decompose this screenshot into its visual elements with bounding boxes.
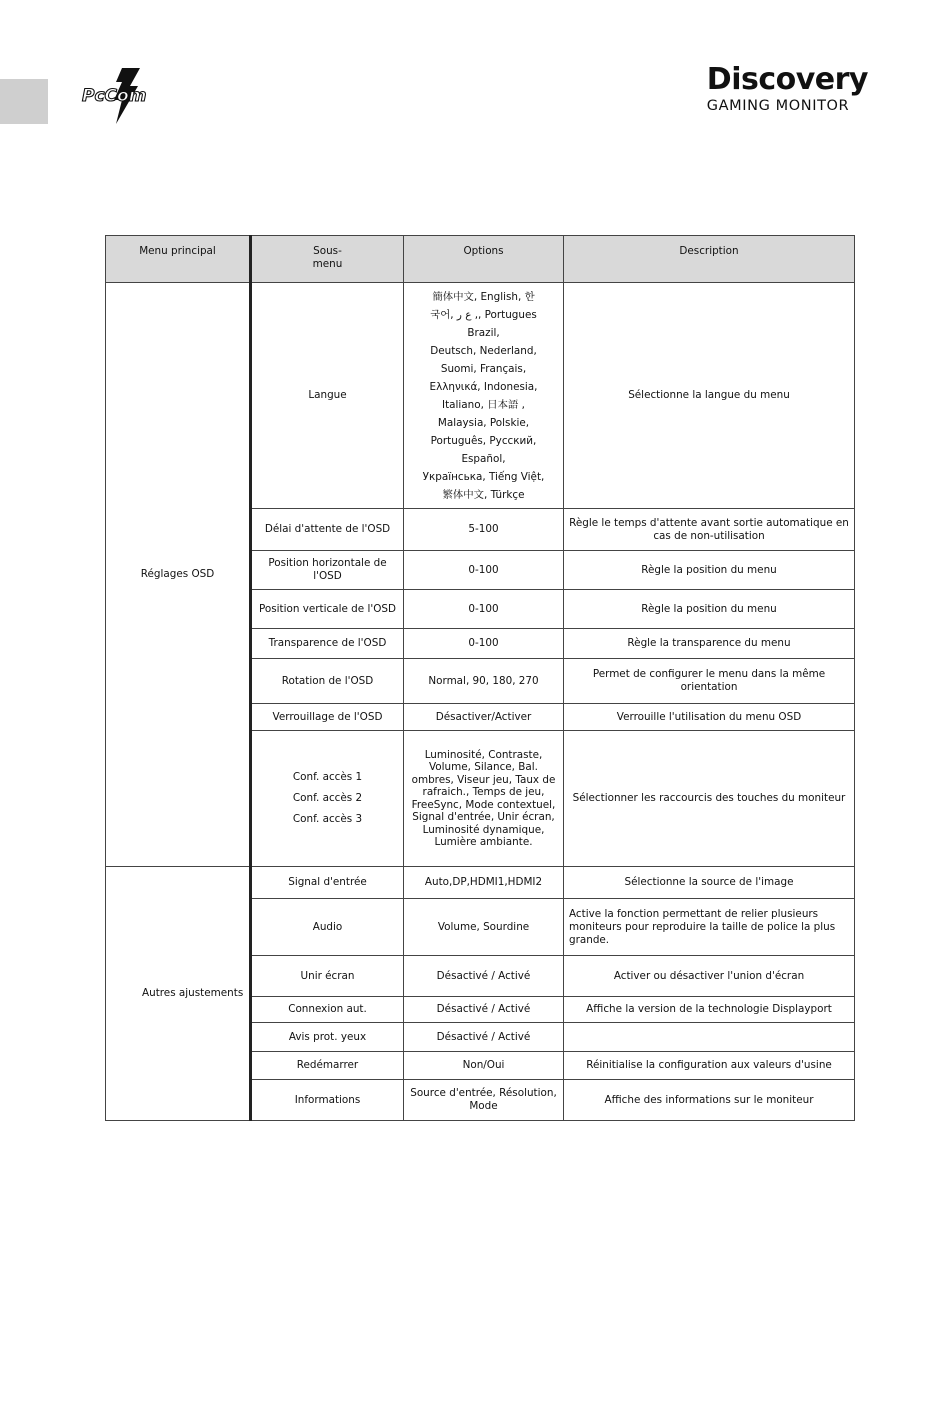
options-cell: Désactivé / Activé [404, 956, 564, 997]
options-cell: 0-100 [404, 551, 564, 590]
submenu-cell: Connexion aut. [251, 997, 404, 1023]
submenu-cell: Langue [251, 283, 404, 509]
options-cell: Désactivé / Activé [404, 1023, 564, 1052]
description-cell: Verrouille l'utilisation du menu OSD [564, 704, 855, 731]
description-cell: Active la fonction permettant de relier plusieurs moniteurs pour reproduire la taille de police la plus grande. [564, 899, 855, 956]
description-cell: Sélectionne la langue du menu [564, 283, 855, 509]
header-submenu: Sous- menu [251, 236, 404, 283]
options-cell: Source d'entrée, Résolution, Mode [404, 1080, 564, 1121]
description-cell: Règle le temps d'attente avant sortie automatique en cas de non-utilisation [564, 509, 855, 551]
pccom-logo-text: PcCom [82, 86, 147, 106]
option-line: Suomi, Français, [440, 362, 527, 375]
page-side-tab [0, 79, 48, 124]
submenu-cell: Verrouillage de l'OSD [251, 704, 404, 731]
submenu-cell: Délai d'attente de l'OSD [251, 509, 404, 551]
main-menu-osd-settings: Réglages OSD [106, 283, 251, 867]
submenu-line: Conf. accès 3 [292, 813, 363, 825]
options-cell: Désactiver/Activer [404, 704, 564, 731]
options-cell: 0-100 [404, 590, 564, 629]
options-cell: 5-100 [404, 509, 564, 551]
pccom-logo [78, 66, 174, 136]
description-cell: Sélectionne la source de l'image [564, 867, 855, 899]
submenu-cell: Position horizontale de l'OSD [251, 551, 404, 590]
description-cell: Réinitialise la configuration aux valeurs d'usine [564, 1052, 855, 1080]
option-line: Italiano, 日本語 , [442, 398, 525, 411]
description-cell: Sélectionner les raccourcis des touches du moniteur [564, 731, 855, 867]
description-cell: Règle la transparence du menu [564, 629, 855, 659]
table-header-row [106, 236, 855, 283]
options-cell: Normal, 90, 180, 270 [404, 659, 564, 704]
option-line: Português, Русский, [430, 434, 537, 447]
option-line: Deutsch, Nederland, [430, 344, 537, 357]
options-cell: Non/Oui [404, 1052, 564, 1080]
options-cell: 0-100 [404, 629, 564, 659]
header-description: Description [564, 236, 855, 283]
table-row [106, 283, 855, 509]
option-line: 簡体中文, English, 한 [432, 290, 535, 303]
submenu-cell: Avis prot. yeux [251, 1023, 404, 1052]
main-menu-other-adjustments: Autres ajustements [106, 867, 251, 1121]
description-cell: Règle la position du menu [564, 590, 855, 629]
submenu-line: Conf. accès 1 [292, 771, 363, 783]
option-line: Українська, Tiếng Việt, [422, 470, 545, 483]
option-line: 繁体中文, Türkçe [442, 488, 525, 501]
option-line: Brazil, [467, 326, 500, 339]
options-cell [404, 283, 564, 509]
options-cell: Auto,DP,HDMI1,HDMI2 [404, 867, 564, 899]
submenu-cell: Transparence de l'OSD [251, 629, 404, 659]
submenu-cell: Redémarrer [251, 1052, 404, 1080]
submenu-cell: Unir écran [251, 956, 404, 997]
option-line: Español, [461, 452, 506, 465]
brand-block [707, 64, 868, 115]
brand-title: Discovery [706, 62, 868, 97]
option-line: 국어, ع ر ,, Portugues [430, 308, 537, 321]
header-options: Options [404, 236, 564, 283]
header-main-menu: Menu principal [106, 236, 251, 283]
submenu-cell: Informations [251, 1080, 404, 1121]
table-row [106, 867, 855, 899]
submenu-cell [251, 731, 404, 867]
submenu-cell: Audio [251, 899, 404, 956]
submenu-cell: Signal d'entrée [251, 867, 404, 899]
description-cell: Activer ou désactiver l'union d'écran [564, 956, 855, 997]
options-cell: Volume, Sourdine [404, 899, 564, 956]
option-line: Malaysia, Polskie, [437, 416, 530, 429]
brand-subtitle: GAMING MONITOR [706, 98, 850, 114]
options-cell: Désactivé / Activé [404, 997, 564, 1023]
description-cell: Règle la position du menu [564, 551, 855, 590]
description-cell: Permet de configurer le menu dans la même orientation [564, 659, 855, 704]
option-line: Ελληνικά, Indonesia, [429, 380, 538, 393]
description-cell: Affiche la version de la technologie Displayport [564, 997, 855, 1023]
submenu-cell: Position verticale de l'OSD [251, 590, 404, 629]
submenu-cell: Rotation de l'OSD [251, 659, 404, 704]
submenu-line: Conf. accès 2 [292, 792, 363, 804]
description-cell [564, 1023, 855, 1052]
osd-menu-table [105, 235, 855, 1121]
options-cell: Luminosité, Contraste, Volume, Silance, Bal. ombres, Viseur jeu, Taux de rafraich., Temps de jeu, FreeSync, Mode contextuel, Signal d'entrée, Unir écran, Luminosité dynamique, Lumière ambiante. [404, 731, 564, 867]
description-cell: Affiche des informations sur le moniteur [564, 1080, 855, 1121]
